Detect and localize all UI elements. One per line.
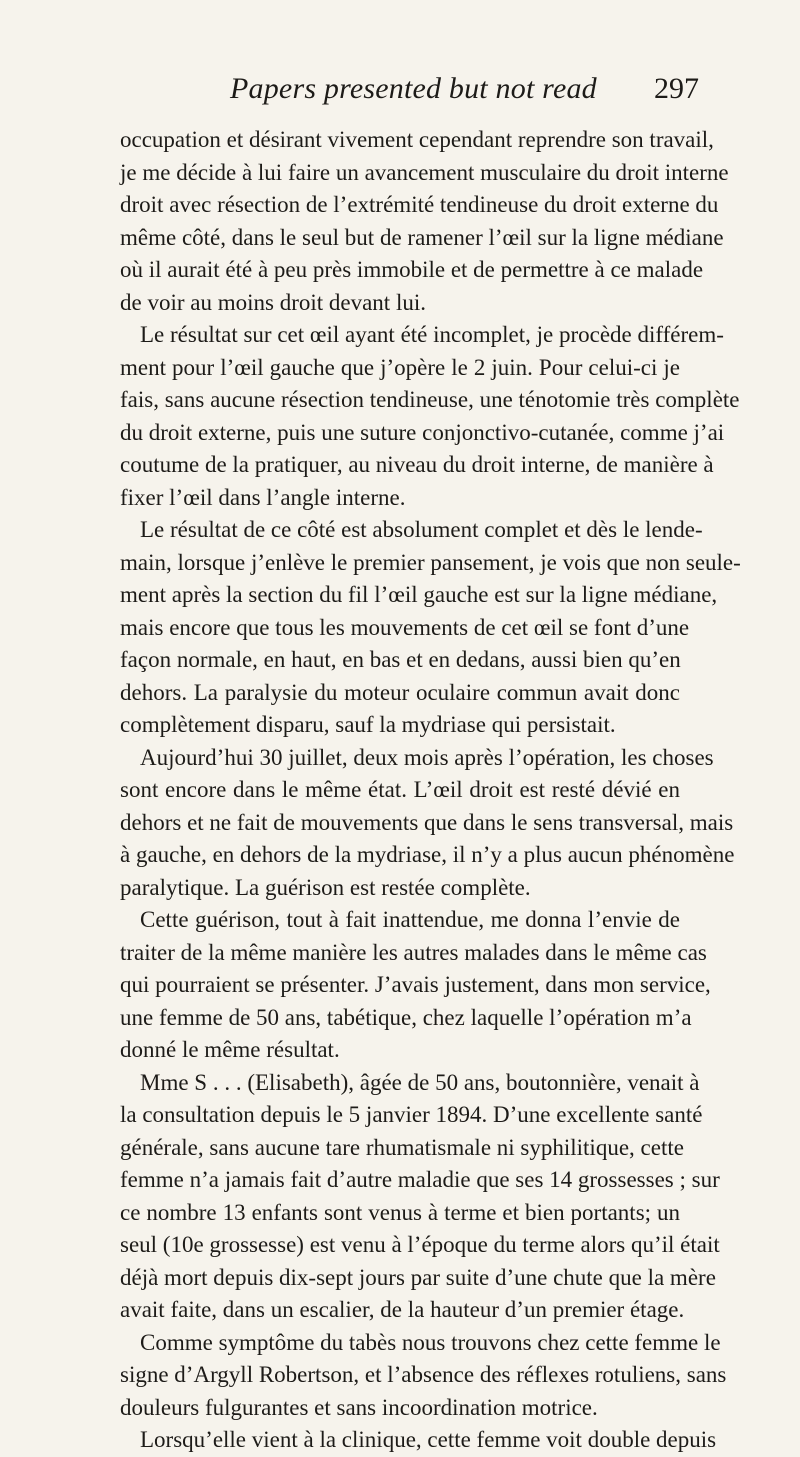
text-line: main, lorsque j’enlève le premier pansement, je vois que non seule- <box>120 549 741 575</box>
text-line: traiter de la même manière les autres malades dans le même cas <box>120 939 707 965</box>
text-line: paralytique. La guérison est restée complète. <box>120 874 531 900</box>
text-line: du droit externe, puis une suture conjonctivo-cutanée, comme j’ai <box>120 419 725 445</box>
text-line: qui pourraient se présenter. J’avais justement, dans mon service, <box>120 972 711 997</box>
text-line: Le résultat de ce côté est absolument complet et dès le lende- <box>140 517 703 542</box>
text-line: Mme S . . . (Elisabeth), âgée de 50 ans, boutonnière, venait à <box>140 1069 700 1095</box>
page-number: 297 <box>654 72 699 105</box>
text-line: ment après la section du fil l’œil gauche est sur la ligne médiane, <box>120 582 718 607</box>
text-line: une femme de 50 ans, tabétique, chez laquelle l’opération m’a <box>120 1004 692 1030</box>
running-header <box>0 72 800 112</box>
text-line: à gauche, en dehors de la mydriase, il n’y a plus aucun phénomène <box>120 842 735 867</box>
text-line: complètement disparu, sauf la mydriase qui persistait. <box>120 712 616 737</box>
text-line: Lorsqu’elle vient à la clinique, cette femme voit double depuis <box>140 1427 717 1452</box>
text-line: Aujourd’hui 30 juillet, deux mois après l’opération, les choses <box>140 744 714 770</box>
text-line: occupation et désirant vivement cependant reprendre son travail, <box>120 127 714 152</box>
text-line: ment pour l’œil gauche que j’opère le 2 juin. Pour celui-ci je <box>120 354 680 380</box>
text-line: déjà mort depuis dix-sept jours par suite d’une chute que la mère <box>120 1264 716 1290</box>
text-line: façon normale, en haut, en bas et en dedans, aussi bien qu’en <box>120 647 681 672</box>
text-line: de voir au moins droit devant lui. <box>120 289 426 315</box>
text-line: donné le même résultat. <box>120 1037 340 1062</box>
text-line: la consultation depuis le 5 janvier 1894. D’une excellente santé <box>120 1102 703 1127</box>
text-line: seul (10e grossesse) est venu à l’époque du terme alors qu’il était <box>120 1232 720 1257</box>
text-line: avait faite, dans un escalier, de la hauteur d’un premier étage. <box>120 1297 685 1322</box>
text-line: dehors. La paralysie du moteur oculaire commun avait donc <box>120 679 680 705</box>
text-line: même côté, dans le seul but de ramener l’œil sur la ligne médiane <box>120 224 724 250</box>
text-line: signe d’Argyll Robertson, et l’absence des réflexes rotuliens, sans <box>120 1362 727 1387</box>
text-line: Comme symptôme du tabès nous trouvons chez cette femme le <box>140 1329 721 1355</box>
text-line: sont encore dans le même état. L’œil droit est resté dévié en <box>120 777 680 802</box>
running-title: Papers presented but not read <box>230 72 597 105</box>
text-line: douleurs fulgurantes et sans incoordination motrice. <box>120 1394 598 1420</box>
text-line: Cette guérison, tout à fait inattendue, me donna l’envie de <box>140 907 680 932</box>
text-line: mais encore que tous les mouvements de cet œil se font d’une <box>120 614 690 640</box>
text-line: fixer l’œil dans l’angle interne. <box>120 484 406 510</box>
text-line: fais, sans aucune résection tendineuse, une ténotomie très complète <box>120 387 740 412</box>
text-line: coutume de la pratiquer, au niveau du droit interne, de manière à <box>120 452 714 477</box>
text-line: Le résultat sur cet œil ayant été incomplet, je procède différem- <box>140 322 724 347</box>
text-line: dehors et ne fait de mouvements que dans le sens transversal, mais <box>120 809 734 835</box>
body-text <box>120 124 741 1457</box>
text-line: générale, sans aucune tare rhumatismale ni syphilitique, cette <box>120 1134 684 1160</box>
text-line: où il aurait été à peu près immobile et de permettre à ce malade <box>120 257 704 282</box>
text-line: femme n’a jamais fait d’autre maladie que ses 14 grossesses ; sur <box>120 1167 720 1192</box>
text-line: ce nombre 13 enfants sont venus à terme et bien portants; un <box>120 1199 680 1225</box>
text-line: je me décide à lui faire un avancement musculaire du droit interne <box>120 159 729 185</box>
text-line: droit avec résection de l’extrémité tendineuse du droit externe du <box>120 192 719 217</box>
